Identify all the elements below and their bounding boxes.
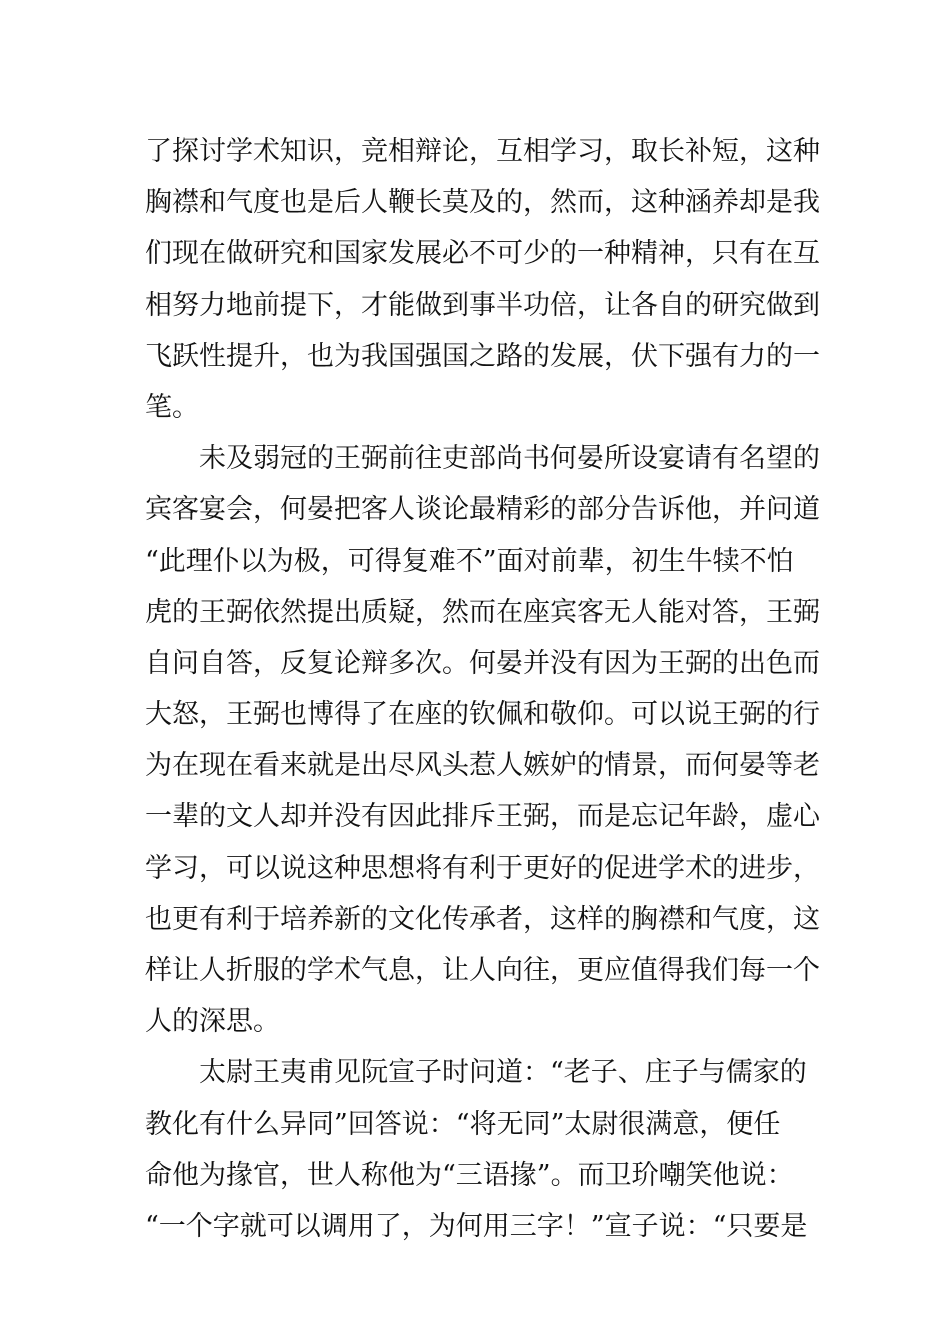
text-line: 相努力地前提下，才能做到事半功倍，让各自的研究做到 — [145, 289, 820, 321]
text-line: 也更有利于培养新的文化传承者，这样的胸襟和气度，这 — [145, 903, 820, 935]
text-line: 一辈的文人却并没有因此排斥王弼，而是忘记年龄，虚心 — [145, 801, 820, 833]
text-line: 笔。 — [145, 391, 199, 423]
text-line: 胸襟和气度也是后人鞭长莫及的，然而，这种涵养却是我 — [145, 187, 820, 219]
text-line: “此理仆以为极，可得复难不”面对前辈，初生牛犊不怕 — [145, 545, 794, 577]
text-line: 人的深思。 — [145, 1006, 280, 1038]
text-line: 命他为掾官，世人称他为“三语掾”。而卫玠嘲笑他说： — [145, 1159, 794, 1191]
text-line: 太尉王夷甫见阮宣子时问道：“老子、庄子与儒家的 — [145, 1057, 807, 1089]
text-line: 大怒，王弼也博得了在座的钦佩和敬仰。可以说王弼的行 — [145, 699, 820, 731]
text-line: 宾客宴会，何晏把客人谈论最精彩的部分告诉他，并问道 — [145, 494, 820, 526]
text-line: 教化有什么异同”回答说：“将无同”太尉很满意，便任 — [145, 1108, 781, 1140]
text-line: 飞跃性提升，也为我国强国之路的发展，伏下强有力的一 — [145, 340, 820, 372]
text-line: 样让人折服的学术气息，让人向往，更应值得我们每一个 — [145, 955, 820, 986]
text-line: 虎的王弼依然提出质疑，然而在座宾客无人能对答，王弼 — [145, 596, 820, 628]
text-line: 为在现在看来就是出尽风头惹人嫉妒的情景，而何晏等老 — [145, 750, 820, 782]
text-line: 自问自答，反复论辩多次。何晏并没有因为王弼的出色而 — [145, 647, 820, 679]
text-line: 学习，可以说这种思想将有利于更好的促进学术的进步， — [145, 852, 820, 884]
text-line: 未及弱冠的王弼前往吏部尚书何晏所设宴请有名望的 — [145, 443, 820, 475]
text-line: “一个字就可以调用了，为何用三字！”宣子说：“只要是 — [145, 1210, 808, 1242]
text-line: 了探讨学术知识，竞相辩论，互相学习，取长补短，这种 — [145, 136, 820, 167]
text-line: 们现在做研究和国家发展必不可少的一种精神，只有在互 — [145, 238, 820, 270]
body-text — [145, 126, 820, 1252]
